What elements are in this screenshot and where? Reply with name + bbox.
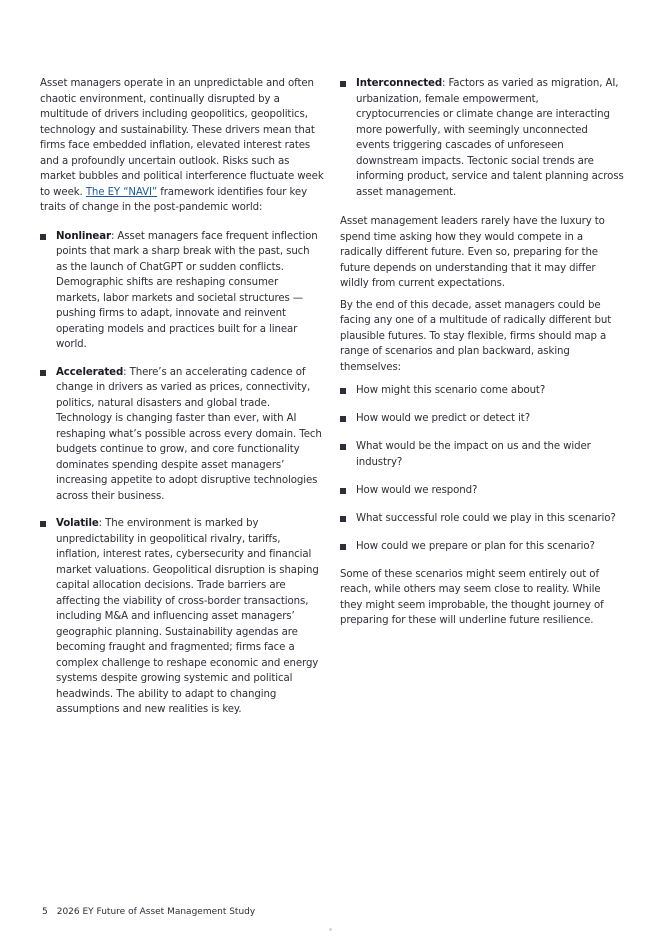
trait-nonlinear — [40, 229, 324, 353]
right-column — [340, 76, 624, 635]
intro-text-end: framework identifies four key traits of change in the post-pandemic world: — [40, 186, 308, 213]
question-item: How would we predict or detect it? — [340, 411, 624, 427]
left-column — [40, 76, 324, 730]
page-footer — [42, 907, 255, 917]
trait-term: Volatile — [56, 518, 99, 529]
resilience-paragraph: Some of these scenarios might seem entirely out of reach, while others may seem close to reality. While they might seem improbable, the thought journey of preparing for these will underline future resilience. — [340, 568, 604, 626]
trait-term: Nonlinear — [56, 230, 111, 242]
question-item: How might this scenario come about? — [340, 383, 624, 399]
trait-accelerated — [40, 365, 324, 505]
leaders-paragraph: Asset management leaders rarely have the luxury to spend time asking how they would compete in a radically different future. Even so, preparing for the future depends on understanding that it may differ wildly from current expectations. — [340, 216, 605, 289]
navi-framework-link[interactable]: The EY “NAVI” — [85, 186, 158, 198]
page-number: 5 — [42, 907, 48, 917]
trait-interconnected — [340, 76, 624, 200]
traits-list-continued — [340, 76, 624, 200]
intro-text: Asset managers operate in an unpredictable and often chaotic environment, continually disrupted by a multitude of drivers including geopolitics, geopolitics, technology and sustainability. These drivers mean that firms face embedded inflation, elevated interest rates and a profoundly uncertain outlook. Risks such as market bubbles and political interference fluctuate week to week. — [40, 78, 324, 198]
trait-text: : The environment is marked by unpredictability in geopolitical rivalry, tariffs, inflation, interest rates, cybersecurity and financial market valuations. Geopolitical disruption is shaping capital allocation decisions. Trade barriers are affecting the viability of cross-border transactions, including M&A and influencing asset managers’ geographic planning. Sustainability agendas are becoming fraught and fragmented; firms face a complex challenge to reshape economic and energy systems despite growing systemic and political headwinds. The ability to adapt to changing assumptions and new realities is key. — [56, 518, 319, 715]
intro-paragraph — [40, 76, 324, 216]
questions-list — [340, 383, 624, 554]
question-item: How would we respond? — [340, 483, 624, 499]
scenarios-paragraph: By the end of this decade, asset managers could be facing any one of a multitude of radically different but plausible futures. To stay flexible, firms should map a range of scenarios and plan backward, asking themselves: — [340, 299, 612, 373]
question-item: How could we prepare or plan for this scenario? — [340, 539, 624, 555]
trait-volatile — [40, 516, 324, 718]
footer-title: 2026 EY Future of Asset Management Study — [56, 907, 256, 917]
trait-text: : There’s an accelerating cadence of change in drivers as varied as prices, connectivity, politics, natural disasters and global trade. Technology is changing faster than ever, with AI reshaping what’s possible across every domain. Tech budgets continue to grow, and core functionality dominates spending despite asset managers’ increasing appetite to adopt disruptive technologies across their business. — [56, 366, 322, 502]
trait-text: : Asset managers face frequent inflection points that mark a sharp break with the past, such as the launch of ChatGPT or sudden conflicts. Demographic shifts are reshaping consumer markets, labor markets and societal structures — pushing firms to adapt, innovate and reinvent operating models and practices built for a linear world. — [56, 230, 318, 350]
question-item: What would be the impact on us and the wider industry? — [340, 439, 624, 470]
traits-list — [40, 229, 324, 718]
question-item: What successful role could we play in this scenario? — [340, 511, 624, 527]
trait-term: Interconnected — [356, 78, 443, 89]
trait-term: Accelerated — [56, 366, 124, 378]
page-marker-dot — [329, 928, 332, 931]
trait-text: : Factors as varied as migration, AI, urbanization, female empowerment, cryptocurrencies or climate change are interacting more powerfully, with seemingly unconnected events triggering cascades of unforeseen downstream impacts. Tectonic social trends are informing product, service and talent planning across asset management. — [356, 78, 624, 198]
